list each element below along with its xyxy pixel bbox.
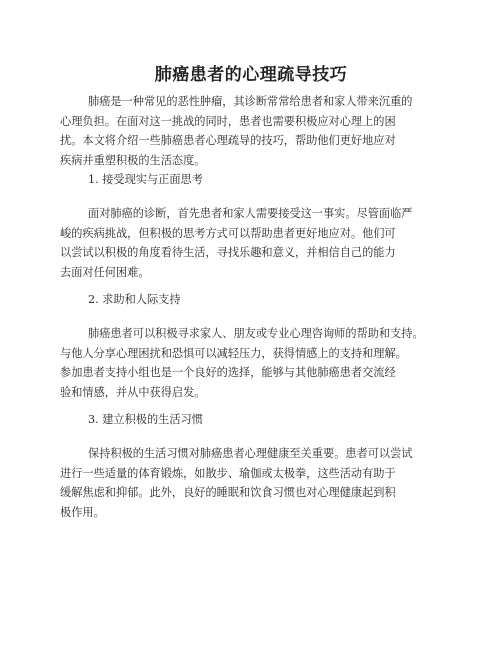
paragraph-line: 极作用。 (60, 505, 105, 519)
paragraph-line: 验和情感，并从中获得启发。 (60, 385, 206, 399)
paragraph-line: 缓解焦虑和抑郁。此外，良好的睡眠和饮食习惯也对心理健康起到积 (60, 486, 396, 499)
section-paragraph-3 (60, 444, 450, 522)
section-paragraph-2 (60, 324, 450, 402)
paragraph-line: 去面对任何困难。 (60, 265, 150, 279)
paragraph-line: 心理负担。在面对这一挑战的同时，患者也需要积极应对心理上的困 (60, 114, 396, 128)
page-title: 肺癌患者的心理疏导技巧 (154, 65, 348, 85)
paragraph-line: 扰。本文将介绍一些肺癌患者心理疏导的技巧，帮助他们更好地应对 (60, 134, 396, 147)
section-paragraph-1 (60, 204, 450, 282)
paragraph-line: 进行一些适量的体育锻炼，如散步、瑜伽或太极拳，这些活动有助于 (60, 466, 396, 480)
section-heading-1: 1. 接受现实与正面思考 (88, 173, 203, 186)
section-heading-3: 3. 建立积极的生活习惯 (88, 413, 203, 426)
paragraph-line: 肺癌患者可以积极寻求家人、朋友或专业心理咨询师的帮助和支持。 (88, 327, 424, 340)
paragraph-line: 峻的疾病挑战，但积极的思考方式可以帮助患者更好地应对。他们可 (60, 226, 396, 240)
paragraph-line: 以尝试以积极的角度看待生活，寻找乐趣和意义，并相信自己的能力 (60, 246, 396, 259)
paragraph-line: 面对肺癌的诊断，首先患者和家人需要接受这一事实。尽管面临严 (88, 207, 413, 220)
paragraph-line: 疾病并重塑积极的生活态度。 (60, 153, 206, 167)
intro-paragraph (60, 92, 450, 170)
paragraph-line: 保持积极的生活习惯对肺癌患者心理健康至关重要。患者可以尝试 (88, 447, 413, 460)
paragraph-line: 参加患者支持小组也是一个良好的选择，能够与其他肺癌患者交流经 (60, 366, 396, 379)
paragraph-line: 与他人分享心理困扰和恐惧可以减轻压力，获得情感上的支持和理解。 (60, 346, 407, 360)
paragraph-line: 肺癌是一种常见的恶性肿瘤，其诊断常常给患者和家人带来沉重的 (88, 95, 413, 108)
section-heading-2: 2. 求助和人际支持 (88, 293, 181, 306)
